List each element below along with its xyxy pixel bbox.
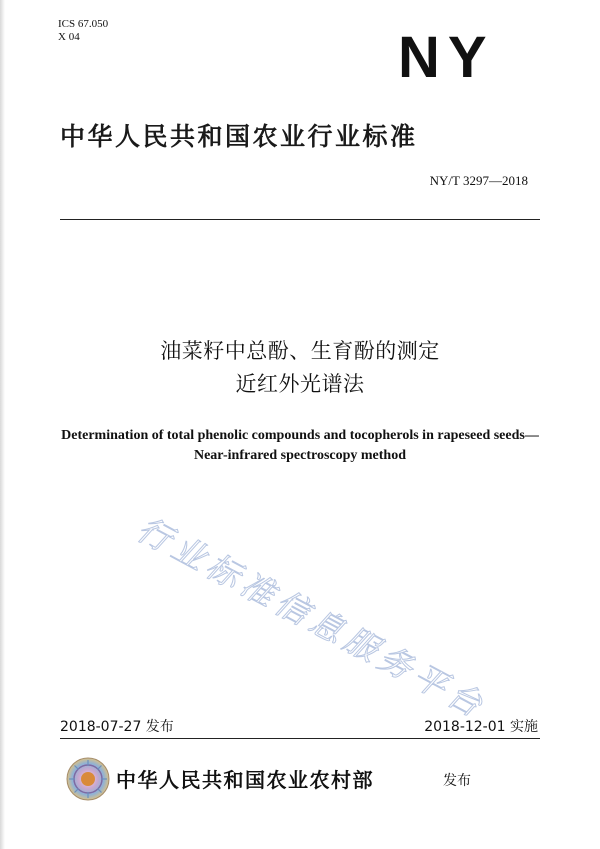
scan-edge-shadow [0, 0, 5, 849]
chinese-title-line-1: 油菜籽中总酚、生育酚的测定 [160, 339, 440, 363]
national-emblem-icon [66, 757, 110, 801]
class-code: X 04 [58, 31, 80, 43]
english-title-line-2: Near-infrared spectroscopy method [193, 448, 407, 463]
english-title-line-1: Determination of total phenolic compounds and tocopherols in rapeseed seeds— [61, 428, 539, 443]
standard-number: NY/T 3297—2018 [429, 173, 528, 188]
ny-standard-mark: NY [398, 25, 495, 90]
publisher-name: 中华人民共和国农业农村部 [116, 768, 374, 792]
bottom-divider [60, 738, 540, 739]
standard-type-title: 中华人民共和国农业行业标准 [60, 122, 418, 151]
publish-label: 发布 [443, 773, 471, 789]
issue-date: 2018-07-27 发布 [60, 719, 174, 735]
top-divider [60, 219, 540, 220]
classification-codes [58, 18, 108, 44]
chinese-title-line-2: 近红外光谱法 [235, 372, 365, 396]
implementation-date: 2018-12-01 实施 [424, 719, 538, 735]
ics-code: ICS 67.050 [58, 18, 109, 30]
watermark-text: 行业标准信息服务平台 [130, 509, 494, 727]
